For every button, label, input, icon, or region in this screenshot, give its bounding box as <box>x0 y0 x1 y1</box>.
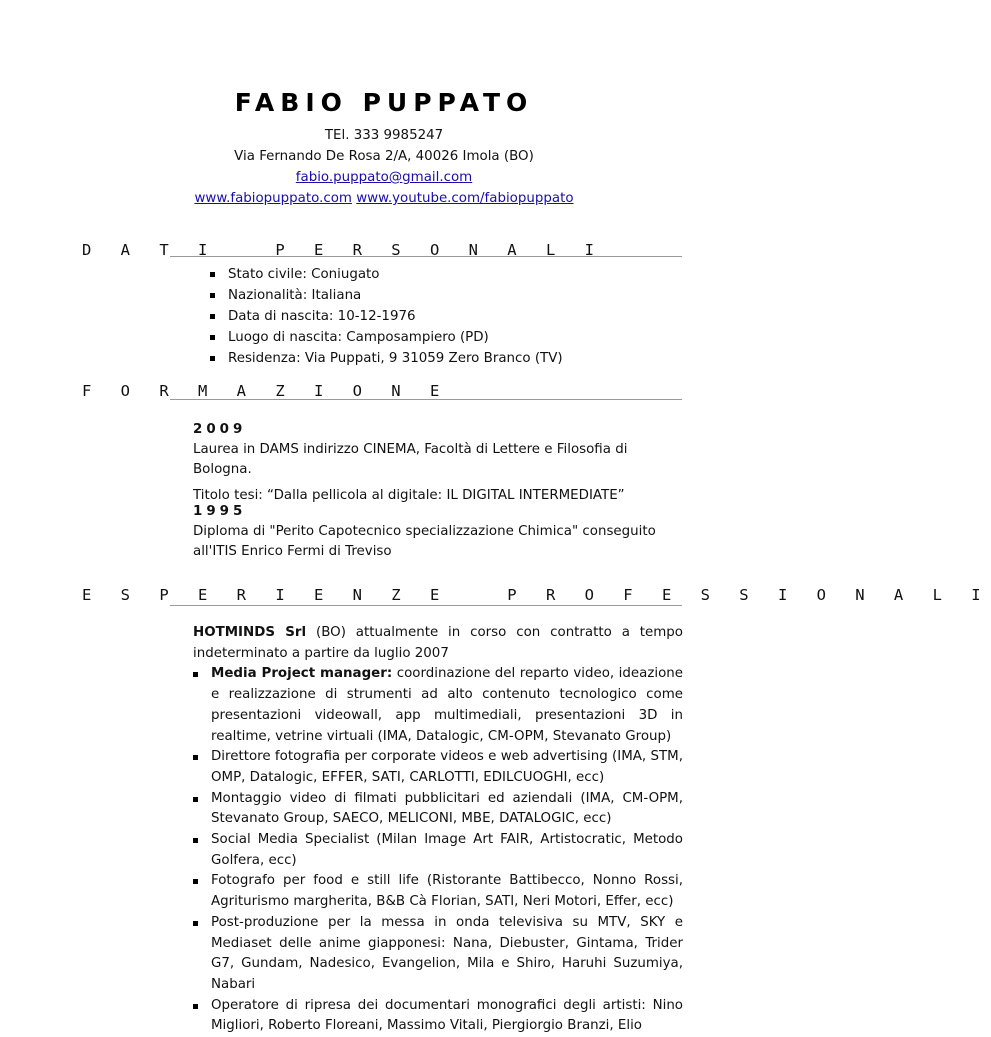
thesis-title: Titolo tesi: “Dalla pellicola al digitale: IL DIGITAL INTERMEDIATE” <box>193 488 625 503</box>
section-title-dati-personali: D A T I P E R S O N A L I <box>82 241 604 259</box>
education-year: 2009 <box>193 422 247 437</box>
list-item: Direttore fotografia per corporate videos e web advertising (IMA, STM, OMP, Datalogic, EFFER, SATI, CARLOTTI, EDILCUOGHI, ecc) <box>193 747 683 788</box>
bullet-icon <box>193 755 198 760</box>
bullet-icon <box>193 838 198 843</box>
list-item: Stato civile: Coniugato <box>210 264 680 285</box>
list-item: Social Media Specialist (Milan Image Art FAIR, Artistocratic, Metodo Golfera, ecc) <box>193 830 683 871</box>
list-item: Montaggio video di filmati pubblicitari ed aziendali (IMA, CM-OPM, Stevanato Group, SAECO, MELICONI, MBE, DATALOGIC, ecc) <box>193 789 683 830</box>
list-item: Post-produzione per la messa in onda televisiva su MTV, SKY e Mediaset delle anime giapponesi: Nana, Diebuster, Gintama, Trider G7, Gundam, Nadesico, Evangelion, Mila e Shiro, Haruhi Suzumiya, Nabari <box>193 913 683 996</box>
list-item: Media Project manager: coordinazione del reparto video, ideazione e realizzazione di strumenti ad alto contenuto tecnologico come presentazioni videowall, app multimediali, presentazioni 3D in realtime, vetrine virtuali (IMA, Datalogic, CM-OPM, Stevanato Group) <box>193 664 683 747</box>
list-item: Luogo di nascita: Camposampiero (PD) <box>210 327 680 348</box>
education-year: 1995 <box>193 504 247 519</box>
youtube-link[interactable]: www.youtube.com/fabiopuppato <box>356 191 574 206</box>
education-entry <box>193 420 663 506</box>
experience-list <box>193 664 683 1037</box>
bullet-icon <box>210 335 215 340</box>
list-item: Nazionalità: Italiana <box>210 285 680 306</box>
bullet-icon <box>193 921 198 926</box>
bullet-icon <box>193 672 198 677</box>
list-item: Operatore di ripresa dei documentari monografici degli artisti: Nino Migliori, Roberto Floreani, Massimo Vitali, Piergiorgio Branzi, Elio <box>193 996 683 1037</box>
personal-data-list <box>210 264 680 369</box>
bullet-icon <box>193 879 198 884</box>
email-link[interactable]: fabio.puppato@gmail.com <box>295 170 473 185</box>
list-item: Fotografo per food e still life (Ristorante Battibecco, Nonno Rossi, Agriturismo margherita, B&B Cà Florian, SATI, Neri Motori, Effer, ecc) <box>193 871 683 912</box>
person-name: FABIO PUPPATO <box>234 88 534 117</box>
section-divider <box>170 605 682 606</box>
company-name: HOTMINDS Srl <box>193 625 307 640</box>
bullet-icon <box>210 272 215 277</box>
website-link[interactable]: www.fabiopuppato.com <box>194 191 352 206</box>
bullet-icon <box>210 293 215 298</box>
company-line <box>193 623 683 664</box>
bullet-icon <box>210 314 215 319</box>
bullet-icon <box>193 1004 198 1009</box>
experience-block <box>193 623 683 1037</box>
bullet-icon <box>210 356 215 361</box>
education-description: Diploma di "Perito Capotecnico specializzazione Chimica" conseguito all'ITIS Enrico Fermi di Treviso <box>193 524 656 559</box>
cv-header <box>0 88 768 209</box>
phone-number: TEl. 333 9985247 <box>324 128 444 143</box>
section-title-esperienze: E S P E R I E N Z E P R O F E S S I O N A L I <box>82 586 991 604</box>
section-divider <box>170 399 682 400</box>
bullet-icon <box>193 797 198 802</box>
section-divider <box>170 256 682 257</box>
education-description: Laurea in DAMS indirizzo CINEMA, Facoltà di Lettere e Filosofia di Bologna. <box>193 442 628 477</box>
education-entry <box>193 502 663 562</box>
company-description: (BO) attualmente in corso con contratto a tempo indeterminato a partire da luglio 2007 <box>193 625 684 661</box>
list-item: Data di nascita: 10-12-1976 <box>210 306 680 327</box>
address: Via Fernando De Rosa 2/A, 40026 Imola (BO) <box>234 149 534 164</box>
section-title-formazione: F O R M A Z I O N E <box>82 382 450 400</box>
list-item: Residenza: Via Puppati, 9 31059 Zero Branco (TV) <box>210 348 680 369</box>
